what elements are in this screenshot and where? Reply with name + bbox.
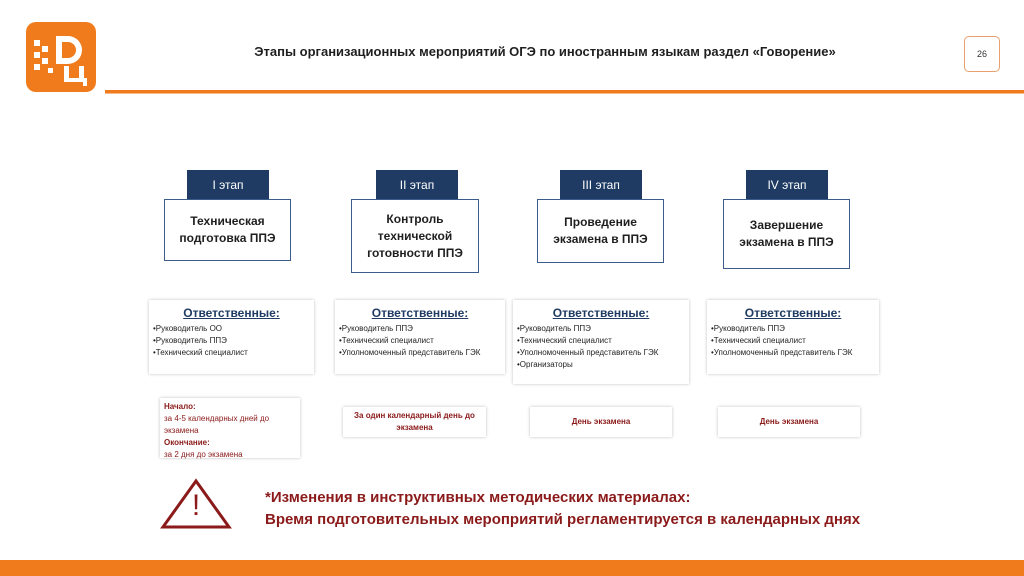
responsible-item: •Руководитель ППЭ: [339, 324, 413, 333]
responsible-item: •Организаторы: [517, 360, 573, 369]
responsible-item: •Технический специалист: [517, 336, 612, 345]
stage-1-title: Техническая подготовка ППЭ: [164, 199, 291, 261]
responsible-item: •Технический специалист: [153, 348, 248, 357]
company-logo: [26, 22, 96, 92]
timing-end-label: Окончание:: [164, 438, 210, 447]
responsible-item: •Руководитель ППЭ: [153, 336, 227, 345]
stage-4-title: Завершение экзамена в ППЭ: [723, 199, 850, 269]
stage-4-timing: День экзамена: [718, 407, 860, 437]
responsible-heading: Ответственные:: [371, 306, 469, 320]
responsible-item: •Уполномоченный представитель ГЭК: [711, 348, 853, 357]
stage-3-tab: III этап: [560, 170, 642, 200]
footer-bar: [0, 560, 1024, 576]
stage-2-title: Контроль технической готовности ППЭ: [351, 199, 479, 273]
responsible-item: •Технический специалист: [339, 336, 434, 345]
stage-2-responsible: [335, 300, 505, 374]
stage-3-timing: День экзамена: [530, 407, 672, 437]
responsible-item: •Руководитель ППЭ: [711, 324, 785, 333]
stage-1-responsible: [149, 300, 314, 374]
timing-start-text: за 4-5 календарных дней до экзамена: [164, 414, 270, 435]
responsible-heading: Ответственные:: [744, 306, 842, 320]
note-text: [265, 487, 860, 531]
stage-1-tab: I этап: [187, 170, 269, 200]
stage-2-tab: II этап: [376, 170, 458, 200]
stage-1-timing: [160, 398, 300, 458]
timing-start-label: Начало:: [164, 402, 196, 411]
warning-icon: [160, 478, 232, 530]
stage-3-title: Проведение экзамена в ППЭ: [537, 199, 664, 263]
stage-2-timing: За один календарный день до экзамена: [343, 407, 486, 437]
responsible-item: •Руководитель ППЭ: [517, 324, 591, 333]
note-line-2: Время подготовительных мероприятий регламентируется в календарных днях: [265, 511, 861, 528]
responsible-item: •Уполномоченный представитель ГЭК: [517, 348, 659, 357]
stage-4-responsible: [707, 300, 879, 374]
stage-3-responsible: [513, 300, 689, 384]
note-line-1: *Изменения в инструктивных методических материалах:: [265, 489, 691, 506]
responsible-heading: Ответственные:: [183, 306, 280, 320]
responsible-item: •Уполномоченный представитель ГЭК: [339, 348, 481, 357]
responsible-heading: Ответственные:: [552, 306, 650, 320]
page-number: 26: [964, 36, 1000, 72]
header-divider-shadow: [105, 93, 1024, 94]
responsible-item: •Руководитель ОО: [153, 324, 223, 333]
timing-end-text: за 2 дня до экзамена: [164, 450, 243, 459]
responsible-item: •Технический специалист: [711, 336, 806, 345]
page-title: Этапы организационных мероприятий ОГЭ по иностранным языкам раздел «Говорение»: [254, 44, 836, 59]
warning-symbol: !: [191, 489, 201, 522]
stage-4-tab: IV этап: [746, 170, 828, 200]
